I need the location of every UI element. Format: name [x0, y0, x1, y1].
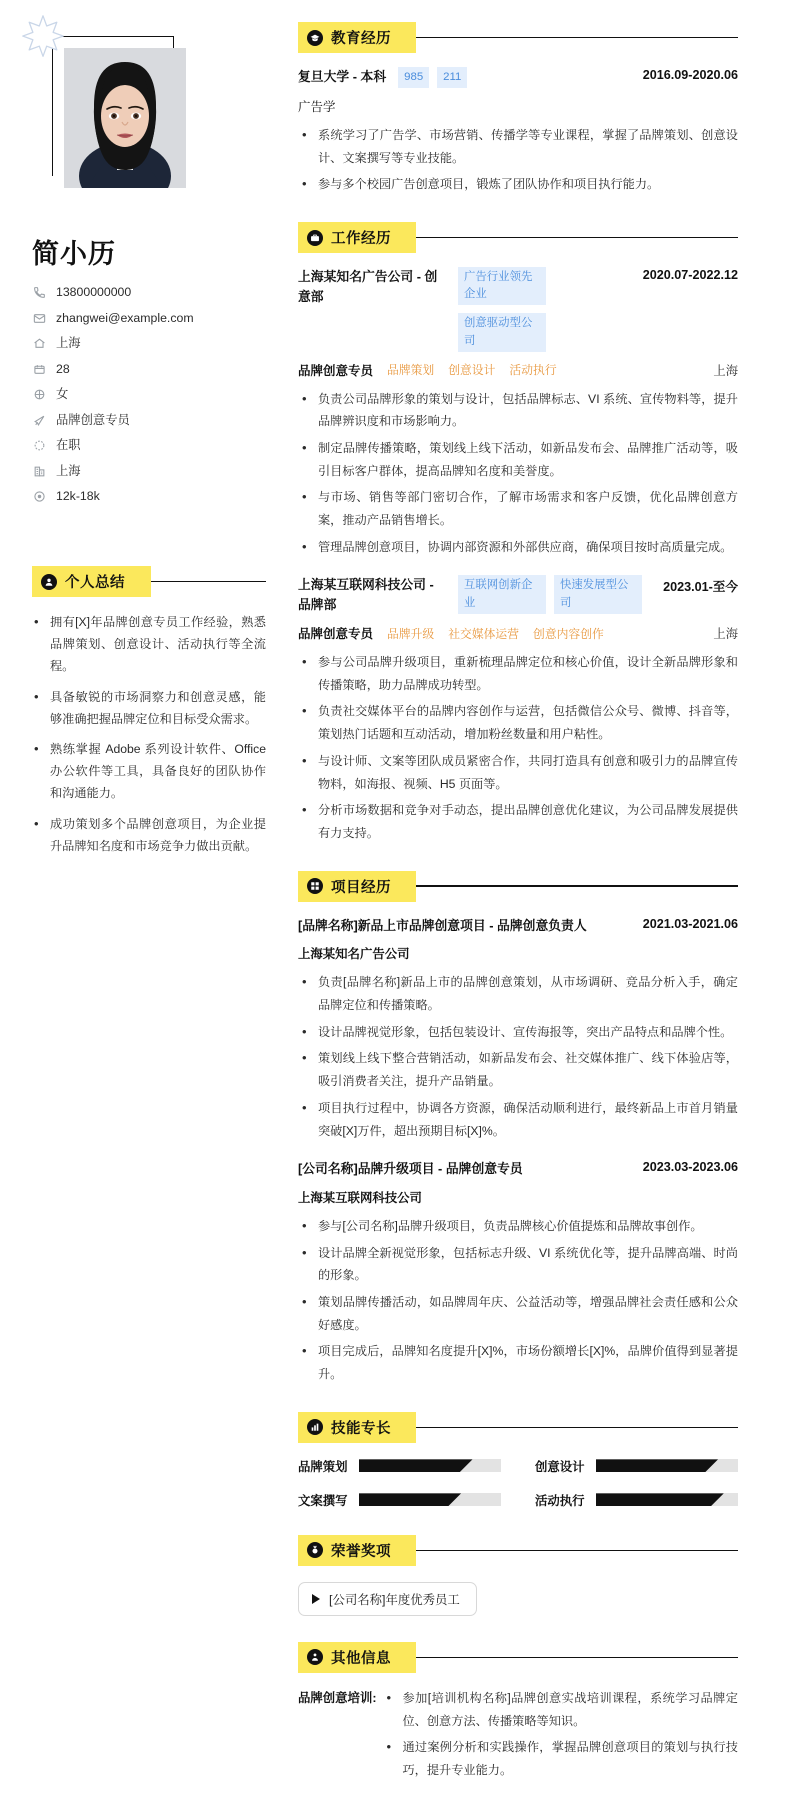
status-badge: 211 [437, 67, 467, 88]
list-item: • 拥有[X]年品牌创意专员工作经验，熟悉品牌策划、创意设计、活动执行等全流程。 [32, 611, 266, 678]
list-item: • 与市场、销售等部门密切合作，了解市场需求和客户反馈，优化品牌创意方案，推动产品销售增长。 [298, 486, 738, 531]
section-rule [137, 581, 266, 582]
section-header-other [298, 1642, 738, 1673]
role-line [298, 624, 738, 642]
list-item: • 参与[公司名称]品牌升级项目，负责品牌核心价值提炼和品牌故事创作。 [298, 1215, 738, 1238]
section-rule [402, 37, 738, 38]
status-badge: 快速发展型公司 [554, 575, 642, 613]
skill-fill [596, 1459, 718, 1472]
entry-date: 2023.01-至今 [663, 580, 738, 595]
section-title: 荣誉奖项 [331, 1543, 391, 1560]
section-header-summary [32, 566, 266, 597]
education-entry [298, 67, 738, 196]
gender-icon [32, 387, 47, 402]
section-rule [402, 885, 738, 886]
contact-age [32, 362, 266, 377]
section-header-skills [298, 1412, 738, 1443]
person-badge-icon [41, 574, 57, 590]
role-left [298, 361, 557, 379]
entry-date: 2020.07-2022.12 [642, 268, 738, 283]
honor-item[interactable] [298, 1582, 477, 1616]
info-badge-icon [307, 1649, 323, 1665]
list-item: • 设计品牌全新视觉形象，包括标志升级、VI 系统优化等，提升品牌高端、时尚的形象。 [298, 1242, 738, 1287]
calendar-icon [32, 362, 47, 377]
company-name: 上海某互联网科技公司 - 品牌部 [298, 577, 434, 613]
skill-tag: 品牌升级 [387, 626, 435, 641]
section-header-honors [298, 1535, 738, 1566]
main-content [290, 0, 794, 1816]
section-work [298, 222, 738, 844]
section-title: 教育经历 [331, 31, 391, 47]
skill-track [359, 1493, 501, 1506]
section-title: 其他信息 [331, 1650, 391, 1667]
list-item: • 熟练掌握 Adobe 系列设计软件、Office 办公软件等工具，具备良好的团队协作和沟通能力。 [32, 738, 266, 805]
section-chip [298, 22, 416, 53]
section-education [298, 22, 738, 196]
entry-date: 2023.03-2023.06 [642, 1160, 738, 1175]
contact-email [32, 311, 266, 326]
project-bullets [298, 971, 738, 1142]
school-tags [398, 67, 467, 88]
contact-value: 28 [56, 361, 70, 376]
grid-icon [307, 878, 323, 894]
list-item: • 参加[培训机构名称]品牌创意实战培训课程，系统学习品牌定位、创意方法、传播策略等知识。 [382, 1687, 738, 1732]
skill-fill [596, 1493, 724, 1506]
entry-left [298, 267, 633, 351]
section-skills [298, 1412, 738, 1509]
avatar [64, 48, 186, 188]
work-entry [298, 575, 738, 844]
salary-icon [32, 489, 47, 504]
contact-value: 13800000000 [56, 285, 132, 300]
contact-value: 上海 [56, 336, 81, 351]
list-item: • 策划品牌传播活动，如品牌周年庆、公益活动等，增强品牌社会责任感和公众好感度。 [298, 1291, 738, 1336]
section-projects [298, 871, 738, 1386]
section-chip [298, 1535, 416, 1566]
contact-value: zhangwei@example.com [56, 310, 194, 325]
project-org: 上海某互联网科技公司 [298, 1191, 422, 1206]
section-title: 项目经历 [331, 879, 391, 896]
section-rule [402, 237, 738, 238]
skill-tag: 创意内容创作 [533, 626, 604, 641]
section-honors [298, 1535, 738, 1616]
project-bullets [298, 1215, 738, 1386]
other-bullets [382, 1687, 738, 1786]
status-badge: 985 [398, 67, 429, 88]
section-chip [32, 566, 151, 597]
contact-hometown [32, 336, 266, 351]
entry-left [298, 67, 633, 88]
entry-header [298, 916, 738, 936]
list-item: • 制定品牌传播策略，策划线上线下活动，如新品发布会、品牌推广活动等，吸引目标客户群体，提高品牌知名度和美誉度。 [298, 437, 738, 482]
status-badge: 互联网创新企业 [458, 575, 546, 613]
list-item: • 参与公司品牌升级项目，重新梳理品牌定位和核心价值，设计全新品牌形象和传播策略，助力品牌成功转型。 [298, 651, 738, 696]
entry-header [298, 1159, 738, 1179]
summary-list [32, 611, 266, 857]
role-left [298, 624, 604, 642]
company-tags [458, 575, 642, 613]
skill-tag: 品牌策划 [387, 363, 435, 378]
role-line [298, 361, 738, 379]
list-item: • 管理品牌创意项目，协调内部资源和外部供应商，确保项目按时高质量完成。 [298, 536, 738, 559]
section-title: 技能专长 [331, 1420, 391, 1437]
section-chip [298, 222, 416, 253]
skill-tag: 创意设计 [448, 363, 496, 378]
section-chip [298, 1412, 416, 1443]
status-badge: 创意驱动型公司 [458, 313, 546, 351]
entry-header [298, 67, 738, 88]
education-bullets [298, 124, 738, 196]
skill-track [596, 1459, 738, 1472]
home-icon [32, 336, 47, 351]
section-chip [298, 1642, 416, 1673]
briefcase-icon [307, 230, 323, 246]
medal-icon [307, 1542, 323, 1558]
entry-date: 2021.03-2021.06 [642, 916, 738, 931]
skill-fill [359, 1493, 462, 1506]
job-location: 上海 [713, 627, 738, 642]
building-icon [32, 464, 47, 479]
other-label: 品牌创意培训: [298, 1690, 377, 1705]
other-row [298, 1687, 738, 1786]
school-name: 复旦大学 - 本科 [298, 69, 387, 84]
contact-value: 在职 [56, 438, 81, 453]
company-name: 上海某知名广告公司 - 创意部 [298, 269, 438, 304]
section-rule [402, 1550, 738, 1551]
section-header-education [298, 22, 738, 53]
rocket-icon [32, 413, 47, 428]
major-name: 广告学 [298, 100, 336, 115]
page-title: 简小历 [32, 239, 116, 269]
contact-city [32, 464, 266, 479]
work-bullets [298, 388, 738, 559]
work-bullets [298, 651, 738, 845]
skill-label: 文案撰写 [298, 1493, 348, 1508]
list-item: • 项目执行过程中，协调各方资源，确保活动顺利进行，最终新品上市首月销量突破[X]万件，超出预期目标[X]%。 [298, 1097, 738, 1142]
phone-icon [32, 285, 47, 300]
play-triangle-icon [312, 1594, 320, 1604]
contact-salary [32, 489, 266, 504]
section-rule [402, 1657, 738, 1658]
list-item: • 负责[品牌名称]新品上市的品牌创意策划，从市场调研、竞品分析入手，确定品牌定位和传播策略。 [298, 971, 738, 1016]
list-item: • 策划线上线下整合营销活动，如新品发布会、社交媒体推广、线下体验店等，吸引消费者关注，提升产品销量。 [298, 1047, 738, 1092]
list-item: • 与设计师、文案等团队成员紧密合作，共同打造具有创意和吸引力的品牌宣传物料，如海报、视频、H5 页面等。 [298, 750, 738, 795]
project-org: 上海某知名广告公司 [298, 947, 410, 962]
skill-row [298, 1491, 501, 1509]
list-item: • 通过案例分析和实践操作，掌握品牌创意项目的策划与执行技巧，提升专业能力。 [382, 1736, 738, 1781]
list-item: • 设计品牌视觉形象，包括包装设计、宣传海报等，突出产品特点和品牌个性。 [298, 1021, 738, 1044]
skill-track [359, 1459, 501, 1472]
list-item: • 具备敏锐的市场洞察力和创意灵感，能够准确把握品牌定位和目标受众需求。 [32, 686, 266, 730]
section-other [298, 1642, 738, 1786]
list-item: • 参与多个校园广告创意项目，锻炼了团队协作和项目执行能力。 [298, 173, 738, 196]
section-summary [32, 566, 266, 857]
work-entry [298, 267, 738, 558]
job-location: 上海 [713, 363, 738, 378]
section-title: 工作经历 [331, 231, 391, 248]
skill-grid [298, 1457, 738, 1509]
entry-header [298, 267, 738, 351]
skill-label: 活动执行 [535, 1493, 585, 1508]
photo-block [52, 28, 227, 210]
contact-gender [32, 387, 266, 402]
entry-left [298, 575, 653, 615]
project-entry [298, 916, 738, 1143]
contact-value: 女 [56, 387, 69, 402]
company-tags [458, 267, 633, 351]
skill-tag: 活动执行 [509, 363, 557, 378]
skill-track [596, 1493, 738, 1506]
honor-label: [公司名称]年度优秀员工 [329, 1592, 460, 1607]
graduation-cap-icon [307, 30, 323, 46]
project-name: [公司名称]品牌升级项目 - 品牌创意专员 [298, 1161, 523, 1177]
section-rule [402, 1427, 738, 1428]
job-title: 品牌创意专员 [298, 627, 374, 642]
section-title: 个人总结 [65, 575, 125, 591]
sidebar [0, 0, 290, 865]
list-item: • 负责公司品牌形象的策划与设计，包括品牌标志、VI 系统、宣传物料等，提升品牌辨识度和市场影响力。 [298, 388, 738, 433]
contact-list [32, 285, 266, 504]
project-entry [298, 1159, 738, 1386]
contact-phone [32, 285, 266, 300]
contact-position [32, 413, 266, 428]
list-item: • 分析市场数据和竞争对手动态，提出品牌创意优化建议，为公司品牌发展提供有力支持。 [298, 799, 738, 844]
skill-label: 创意设计 [535, 1459, 585, 1474]
entry-date: 2016.09-2020.06 [642, 68, 738, 82]
status-badge: 广告行业领先企业 [458, 267, 546, 305]
list-item: • 成功策划多个品牌创意项目，为企业提升品牌知名度和市场竞争力做出贡献。 [32, 813, 266, 857]
star-burst-icon [20, 14, 66, 60]
status-icon [32, 438, 47, 453]
list-item: • 系统学习了广告学、市场营销、传播学等专业课程，掌握了品牌策划、创意设计、文案撰写等专业技能。 [298, 124, 738, 169]
list-item: • 负责社交媒体平台的品牌内容创作与运营，包括微信公众号、微博、抖音等，策划热门话题和互动活动，增加粉丝数量和用户粘性。 [298, 700, 738, 745]
contact-status [32, 438, 266, 453]
skill-label: 品牌策划 [298, 1459, 348, 1474]
job-title: 品牌创意专员 [298, 363, 374, 378]
entry-header [298, 575, 738, 615]
project-name: [品牌名称]新品上市品牌创意项目 - 品牌创意负责人 [298, 917, 587, 933]
section-chip [298, 871, 416, 902]
skill-fill [359, 1459, 473, 1472]
contact-value: 12k-18k [56, 489, 100, 504]
bar-chart-icon [307, 1419, 323, 1435]
contact-value: 上海 [56, 463, 81, 478]
mail-icon [32, 311, 47, 326]
contact-value: 品牌创意专员 [56, 412, 130, 427]
skill-row [298, 1457, 501, 1475]
skill-tag: 社交媒体运营 [448, 626, 520, 641]
list-item: • 项目完成后，品牌知名度提升[X]%，市场份额增长[X]%，品牌价值得到显著提升。 [298, 1340, 738, 1385]
section-header-work [298, 222, 738, 253]
skill-row [535, 1491, 738, 1509]
section-header-projects [298, 871, 738, 902]
skill-row [535, 1457, 738, 1475]
